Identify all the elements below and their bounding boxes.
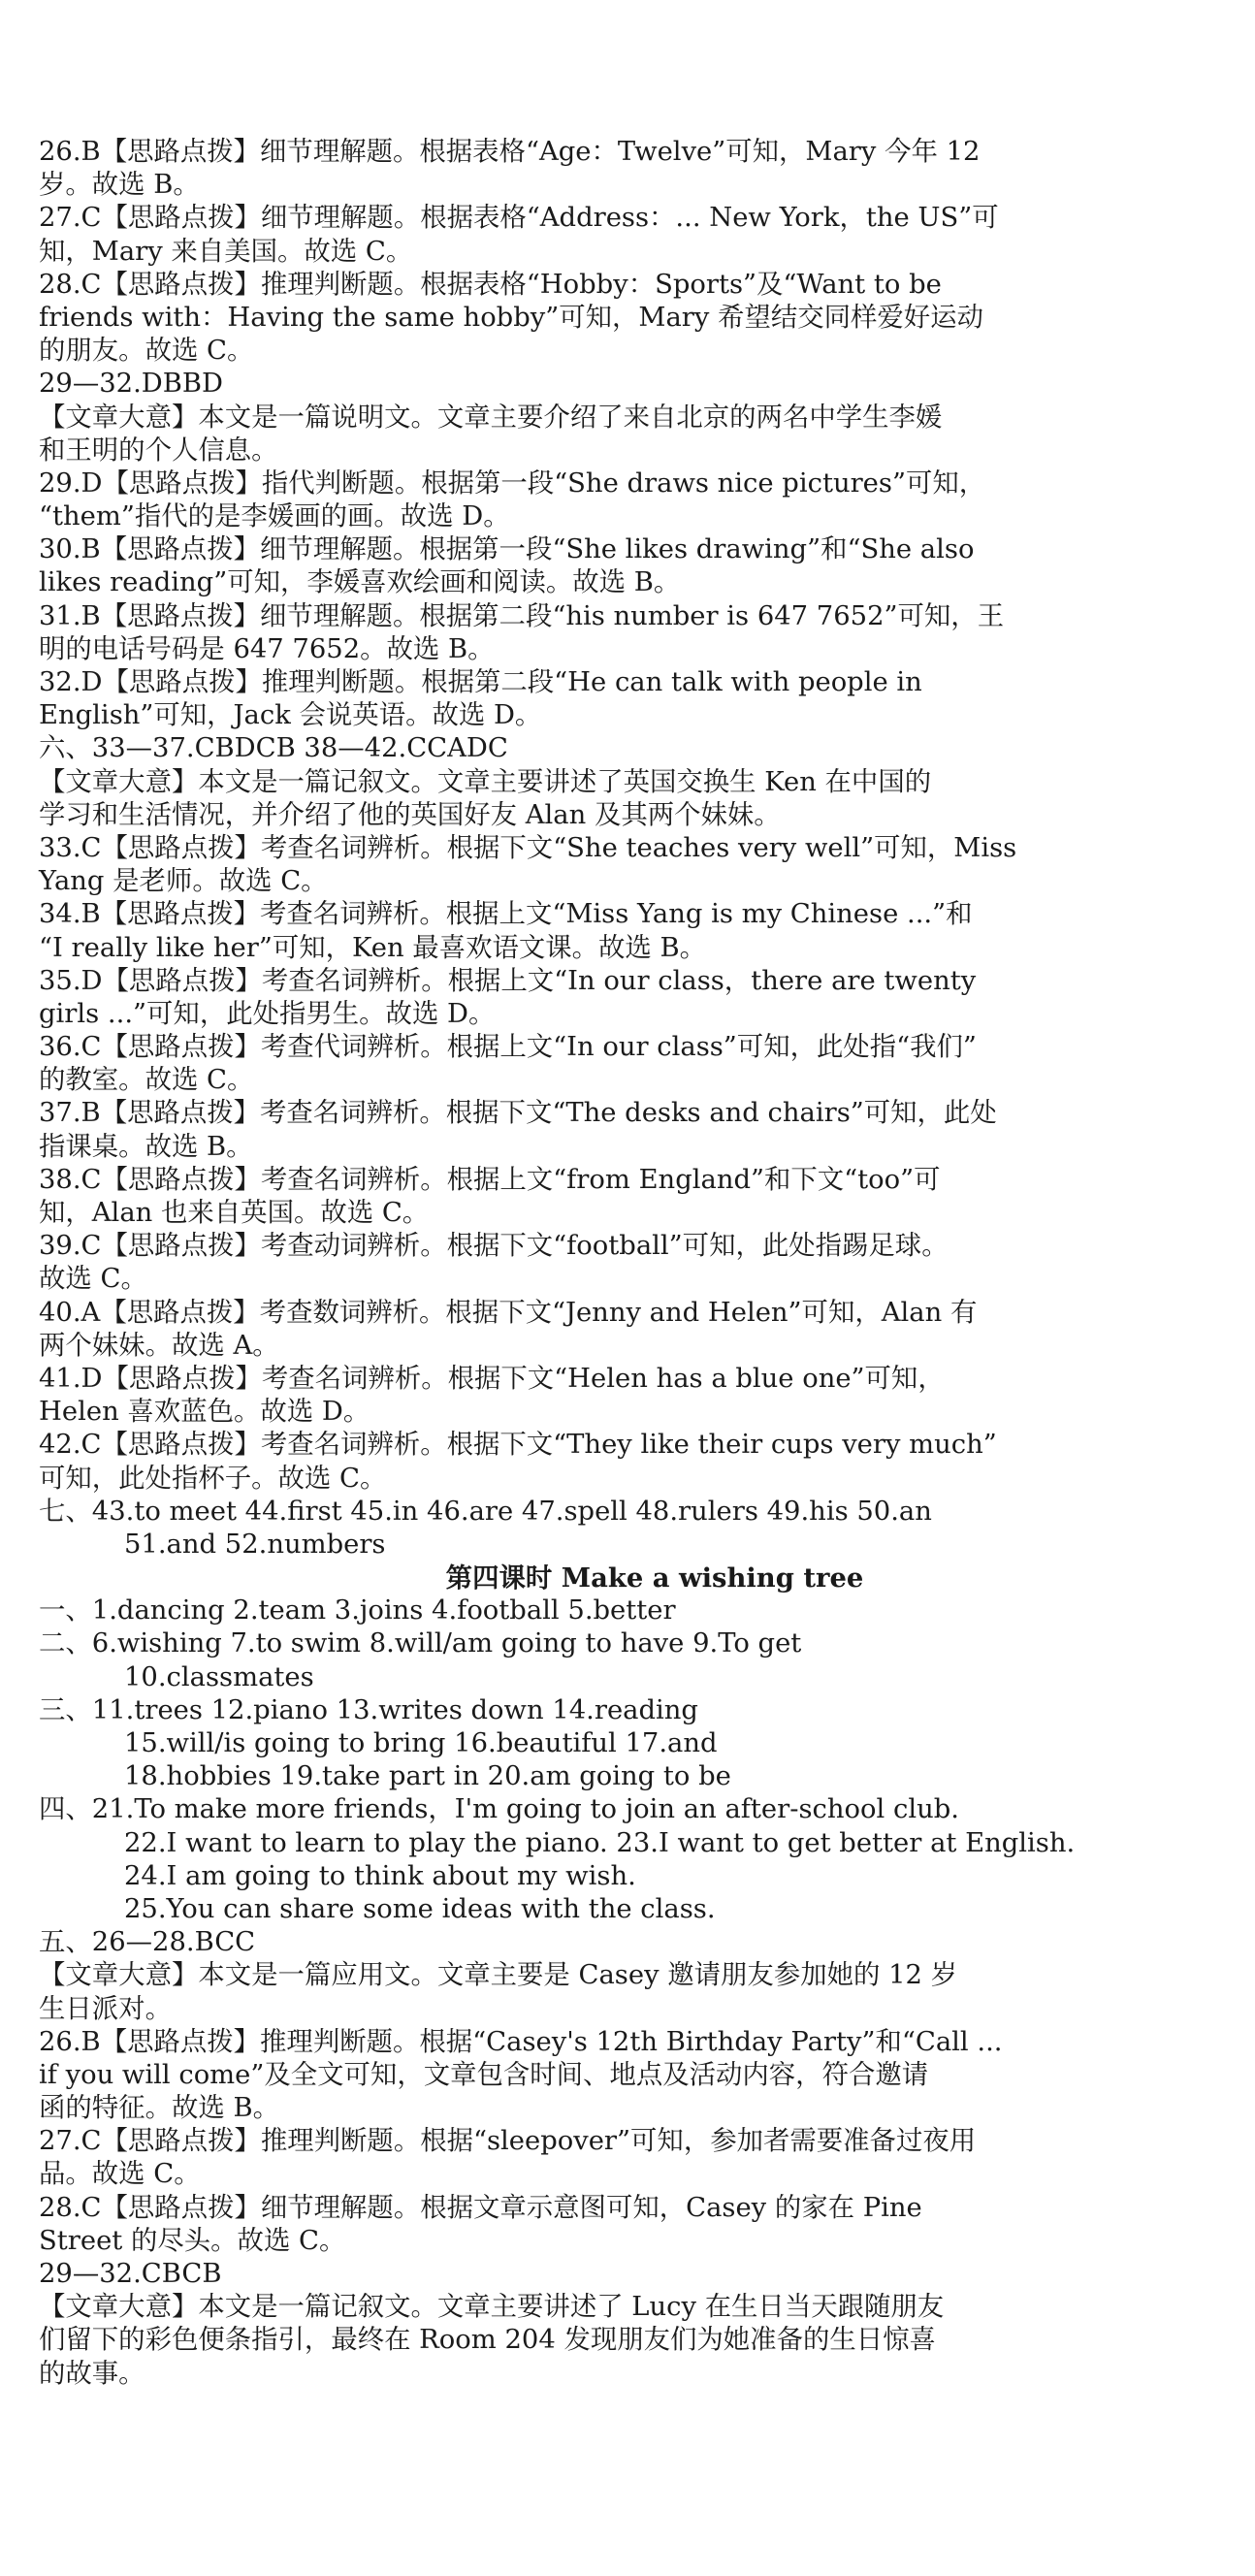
text-line: 知，Alan 也来自英国。故选 C。	[39, 1198, 430, 1228]
text-line: 们留下的彩色便条指引，最终在 Room 204 发现朋友们为她准备的生日惊喜	[39, 2325, 936, 2356]
text-line: 【文章大意】本文是一篇记叙文。文章主要讲述了 Lucy 在生日当天跟随朋友	[39, 2292, 945, 2323]
text-line: 26.B【思路点拨】推理判断题。根据“Casey's 12th Birthday Party”和“Call ...	[39, 2026, 1003, 2057]
answer-key-page	[39, 136, 1183, 2424]
text-line: 三、11.trees 12.piano 13.writes down 14.reading	[39, 1694, 698, 1725]
text-line: 32.D【思路点拨】推理判断题。根据第二段“He can talk with people in	[39, 667, 922, 697]
text-line: 可知，此处指杯子。故选 C。	[39, 1463, 387, 1494]
text-line: 42.C【思路点拨】考查名词辨析。根据下文“They like their cups very much”	[39, 1430, 997, 1461]
text-line: 指课桌。故选 B。	[39, 1131, 253, 1162]
text-line: 26.B【思路点拨】细节理解题。根据表格“Age：Twelve”可知，Mary 今年 12	[39, 137, 981, 167]
text-line: 一、1.dancing 2.team 3.joins 4.football 5.better	[39, 1595, 676, 1626]
text-line: 岁。故选 B。	[39, 170, 200, 201]
text-line: girls ...”可知，此处指男生。故选 D。	[39, 998, 496, 1029]
text-line: Yang 是老师。故选 C。	[39, 866, 328, 897]
text-line: 【文章大意】本文是一篇应用文。文章主要是 Casey 邀请朋友参加她的 12 岁	[39, 1960, 958, 1991]
text-line: “I really like her”可知，Ken 最喜欢语文课。故选 B。	[39, 932, 707, 963]
text-line: 22.I want to learn to play the piano. 23.I want to get better at English.	[124, 1827, 1076, 1858]
text-line: 七、43.to meet 44.first 45.in 46.are 47.spell 48.rulers 49.his 50.an	[39, 1496, 932, 1527]
text-line: English”可知，Jack 会说英语。故选 D。	[39, 700, 542, 731]
text-line: 的故事。	[39, 2358, 145, 2389]
text-line: Helen 喜欢蓝色。故选 D。	[39, 1397, 370, 1428]
text-line: 27.C【思路点拨】推理判断题。根据“sleepover”可知，参加者需要准备过夜用	[39, 2126, 977, 2157]
text-line: 28.C【思路点拨】推理判断题。根据表格“Hobby：Sports”及“Want to be	[39, 269, 942, 300]
text-line: 29.D【思路点拨】指代判断题。根据第一段“She draws nice pictures”可知，	[39, 467, 986, 499]
text-line: 五、26—28.BCC	[39, 1927, 256, 1958]
text-line: 29—32.CBCB	[39, 2259, 222, 2289]
text-line: 38.C【思路点拨】考查名词辨析。根据上文“from England”和下文“too”可	[39, 1164, 941, 1195]
text-line	[39, 2391, 1183, 2424]
text-line: 二、6.wishing 7.to swim 8.will/am going to have 9.To get	[39, 1628, 802, 1659]
text-line: 34.B【思路点拨】考查名词辨析。根据上文“Miss Yang is my Chinese ...”和	[39, 899, 973, 930]
text-line: 36.C【思路点拨】考查代词辨析。根据上文“In our class”可知，此处指“我们”	[39, 1032, 977, 1063]
text-line: 31.B【思路点拨】细节理解题。根据第二段“his number is 647 7652”可知，王	[39, 600, 1005, 631]
text-line: 27.C【思路点拨】细节理解题。根据表格“Address：... New York，the US”可	[39, 203, 999, 234]
text-line: 的教室。故选 C。	[39, 1065, 254, 1096]
text-line: friends with：Having the same hobby”可知，Mary 希望结交同样爱好运动	[39, 302, 983, 333]
text-line: 51.and 52.numbers	[124, 1529, 386, 1560]
text-line: if you will come”及全文可知，文章包含时间、地点及活动内容，符合邀请	[39, 2059, 929, 2090]
text-line: 35.D【思路点拨】考查名词辨析。根据上文“In our class，there are twenty	[39, 965, 977, 996]
text-line: 24.I am going to think about my wish.	[124, 1860, 636, 1891]
text-line: 33.C【思路点拨】考查名词辨析。根据下文“She teaches very well”可知，Miss	[39, 832, 1017, 863]
text-line: 【文章大意】本文是一篇记叙文。文章主要讲述了英国交换生 Ken 在中国的	[39, 766, 932, 797]
text-line: 六、33—37.CBDCB 38—42.CCADC	[39, 733, 508, 764]
lesson-title: 第四课时 Make a wishing tree	[445, 1562, 864, 1594]
text-line: 学习和生活情况，并介绍了他的英国好友 Alan 及其两个妹妹。	[39, 799, 781, 830]
text-line: likes reading”可知，李媛喜欢绘画和阅读。故选 B。	[39, 567, 681, 598]
text-line: 函的特征。故选 B。	[39, 2093, 279, 2124]
text-line: 28.C【思路点拨】细节理解题。根据文章示意图可知，Casey 的家在 Pine	[39, 2192, 922, 2223]
text-line: 四、21.To make more friends，I'm going to join an after-school club.	[39, 1794, 959, 1825]
text-line: Street 的尽头。故选 C。	[39, 2225, 346, 2256]
text-line: 15.will/is going to bring 16.beautiful 17.and	[124, 1728, 718, 1758]
text-line: 41.D【思路点拨】考查名词辨析。根据下文“Helen has a blue one”可知，	[39, 1363, 945, 1394]
text-line: 39.C【思路点拨】考查动词辨析。根据下文“football”可知，此处指踢足球。	[39, 1231, 949, 1262]
text-line: 【文章大意】本文是一篇说明文。文章主要介绍了来自北京的两名中学生李媛	[39, 402, 943, 433]
text-line: 30.B【思路点拨】细节理解题。根据第一段“She likes drawing”和“She also	[39, 534, 975, 565]
text-line: 18.hobbies 19.take part in 20.am going to be	[124, 1761, 731, 1792]
text-line: 明的电话号码是 647 7652。故选 B。	[39, 633, 495, 664]
text-line: 10.classmates	[124, 1661, 314, 1692]
text-line: 的朋友。故选 C。	[39, 336, 254, 367]
text-line: 40.A【思路点拨】考查数词辨析。根据下文“Jenny and Helen”可知，Alan 有	[39, 1297, 978, 1328]
text-line: 生日派对。	[39, 1993, 172, 2024]
text-line: 29—32.DBBD	[39, 369, 223, 400]
text-line: 25.You can share some ideas with the class.	[124, 1893, 716, 1924]
text-line: 两个妹妹。故选 A。	[39, 1330, 279, 1361]
text-line: 和王明的个人信息。	[39, 435, 278, 466]
text-line: “them”指代的是李媛画的画。故选 D。	[39, 501, 510, 532]
text-line: 故选 C。	[39, 1264, 147, 1295]
text-line: 知，Mary 来自美国。故选 C。	[39, 236, 413, 267]
text-line: 品。故选 C。	[39, 2159, 201, 2190]
text-line: 37.B【思路点拨】考查名词辨析。根据下文“The desks and chairs”可知，此处	[39, 1098, 997, 1129]
